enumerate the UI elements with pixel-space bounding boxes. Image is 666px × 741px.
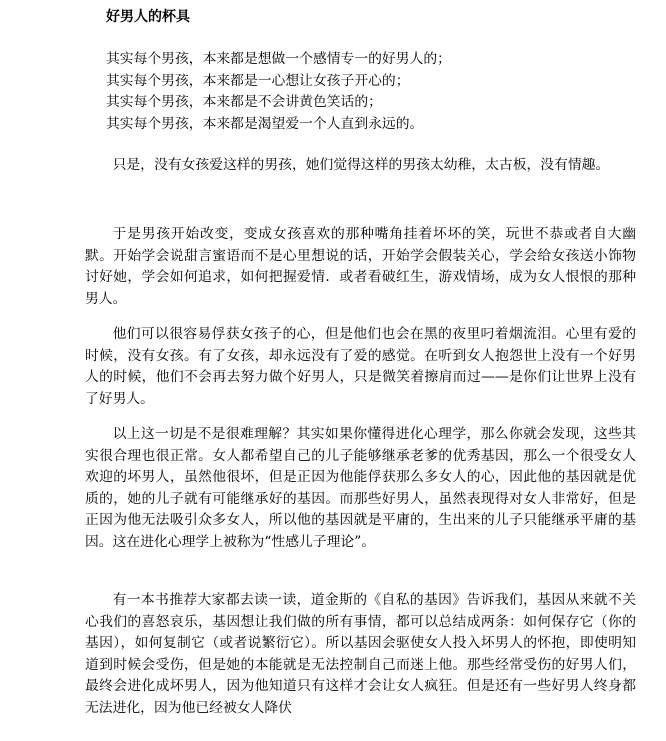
poem-line: 其实每个男孩，本来都是渴望爱一个人直到永远的。 <box>106 115 424 132</box>
poem-line: 其实每个男孩，本来都是不会讲黄色笑话的； <box>106 94 382 110</box>
poem-line: 其实每个男孩，本来都是一心想让女孩子开心的； <box>106 72 410 89</box>
document-title: 好男人的杯具 <box>106 9 190 25</box>
paragraph: 以上这一切是不是很难理解？其实如果你懂得进化心理学，那么你就会发现，这些其实很合理也很正常。女人都希望自己的儿子能够继承老爹的优秀基因，那么一个很受女人欢迎的坏男人，虽然他很坏，但是正因为他能俘获那么多女人的心，因此他的基因就是优质的，她的儿子就有可能继承好的基因。而那些好男人，虽然表现得对女人非常好，但是正因为他无法吸引众多女人，所以他的基因就是平庸的，生出来的儿子只能继承平庸的基因。这在进化心理学上被称为“性感儿子理论”。 <box>85 426 636 550</box>
paragraph: 于是男孩开始改变，变成女孩喜欢的那种嘴角挂着坏坏的笑，玩世不恭或者自大幽默。开始学会说甜言蜜语而不是心里想说的话，开始学会假装关心，学会给女孩送小饰物讨好她，学会如何追求，如何把握爱情．或者看破红生，游戏情场，成为女人恨恨的那种男人。 <box>85 226 636 307</box>
paragraph: 有一本书推荐大家都去读一读，道金斯的《自私的基因》告诉我们，基因从来就不关心我们的喜怒哀乐，基因想让我们做的所有事情，都可以总结成两条：如何保存它（你的基因），如何复制它（或者说繁衍它）。所以基因会驱使女人投入坏男人的怀抱，即使明知道到时候会受伤，但是她的本能就是无法控制自己而迷上他。那些经常受伤的好男人们，最终会进化成坏男人，因为他知道只有这样才会让女人疯狂。但是还有一些好男人终身都无法进化，因为他已经被女人降伏 <box>85 592 636 716</box>
paragraph: 只是，没有女孩爱这样的男孩，她们觉得这样的男孩太幼稚，太古板，没有情趣。 <box>112 157 610 173</box>
paragraph: 他们可以很容易俘获女孩子的心，但是他们也会在黑的夜里叼着烟流泪。心里有爱的时候，没有女孩。有了女孩，却永远没有了爱的感觉。在听到女人抱怨世上没有一个好男人的时候，他们不会再去努力做个好男人，只是微笑着擦肩而过——是你们让世界上没有了好男人。 <box>85 326 636 407</box>
poem-block <box>106 49 636 135</box>
poem-line: 其实每个男孩，本来都是想做一个感情专一的好男人的； <box>106 51 451 67</box>
